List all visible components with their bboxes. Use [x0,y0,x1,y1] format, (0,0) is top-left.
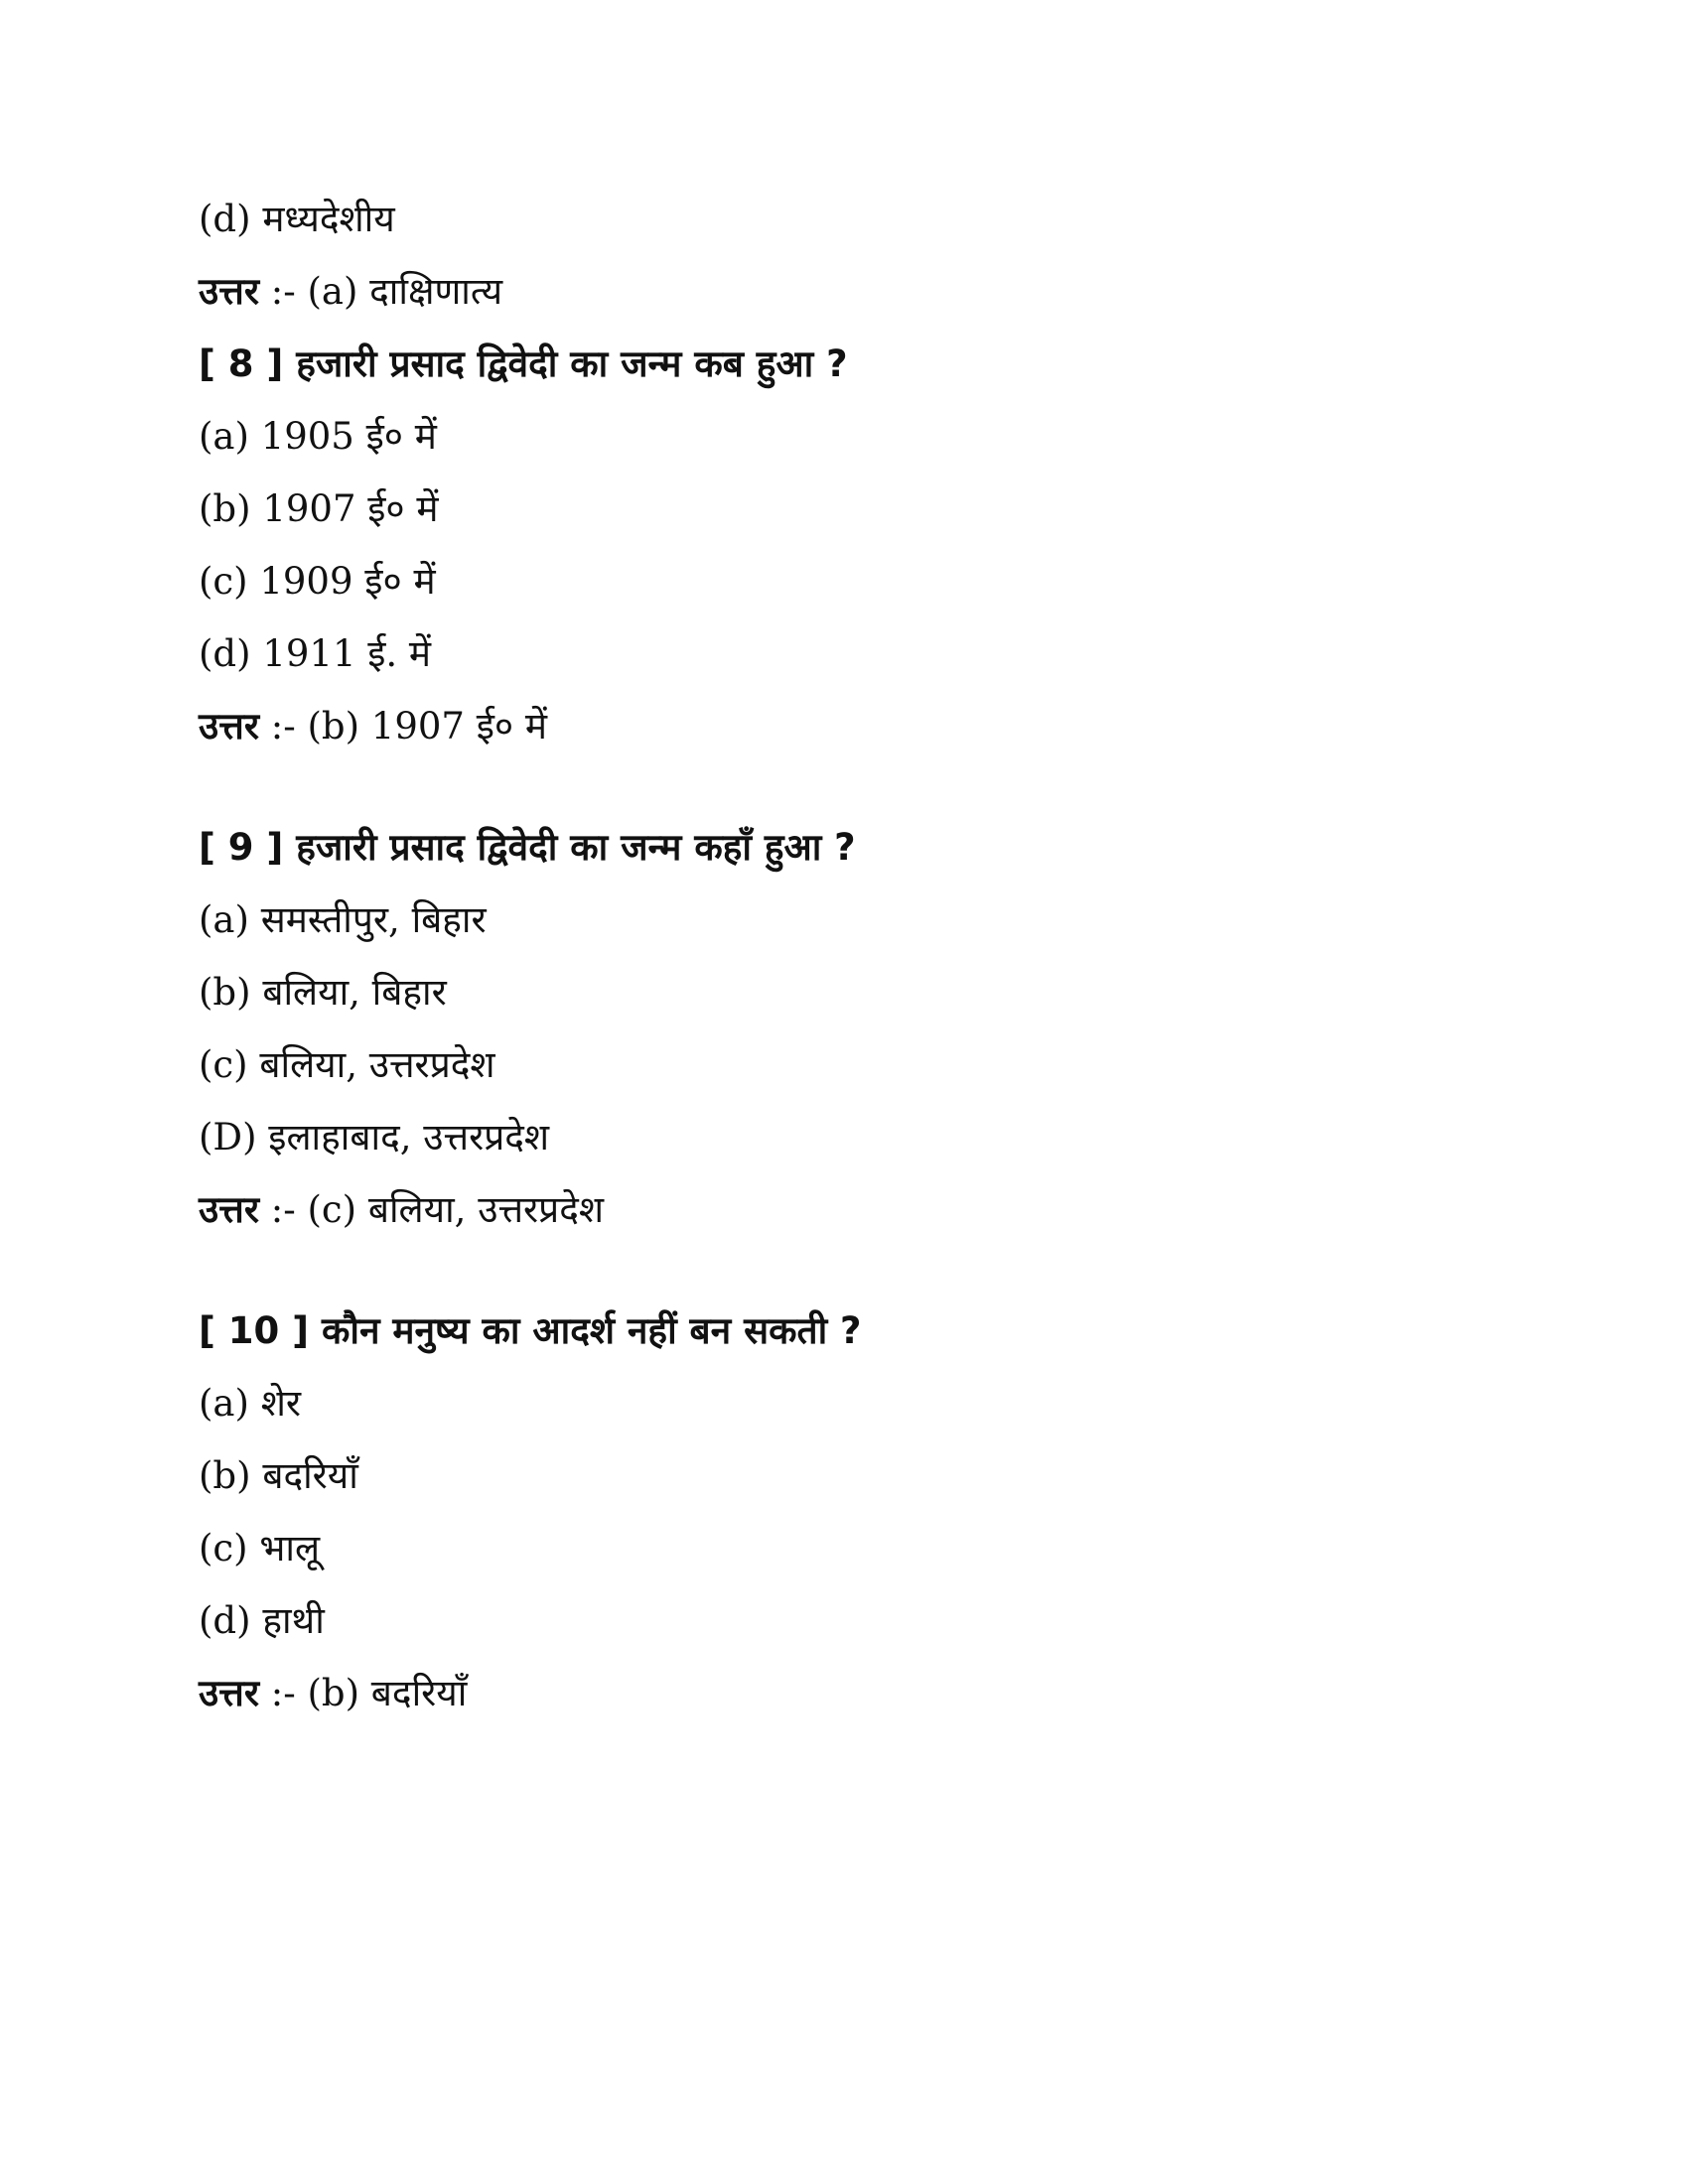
answer-label: उत्तर [199,1672,259,1714]
answer-text: :- (a) दाक्षिणात्य [258,270,503,313]
q10-option-d: (d) हाथी [199,1599,325,1642]
spacer [199,774,1489,823]
answer-text: :- (c) बलिया, उत्तरप्रदेश [258,1188,605,1231]
answer-label: उत्तर [199,270,259,313]
q10-answer [199,1669,1489,1717]
answer-label: उत्तर [199,705,259,748]
q10-question: [ 10 ] कौन मनुष्य का आदर्श नहीं बन सकती ? [199,1309,862,1352]
q7-answer [199,267,1489,316]
q8-option-c: (c) 1909 ई० में [199,560,436,603]
q9-option-d: (D) इलाहाबाद, उत्तरप्रदेश [199,1116,550,1159]
q9-option-b: (b) बलिया, बिहार [199,971,447,1014]
q9-question: [ 9 ] हजारी प्रसाद द्विवेदी का जन्म कहाँ हुआ ? [199,826,856,869]
q8-answer [199,702,1489,751]
q9-option-a: (a) समस्तीपुर, बिहार [199,898,487,941]
spacer [199,1258,1489,1306]
q7-option-d: (d) मध्यदेशीय [199,198,395,240]
q8-option-d: (d) 1911 ई. में [199,632,432,675]
q9-option-c: (c) बलिया, उत्तरप्रदेश [199,1043,495,1086]
answer-label: उत्तर [199,1188,259,1231]
q10-option-c: (c) भालू [199,1527,321,1570]
answer-text: :- (b) 1907 ई० में [258,705,548,748]
q8-question: [ 8 ] हजारी प्रसाद द्विवेदी का जन्म कब हुआ ? [199,342,848,385]
q10-option-b: (b) बदरियाँ [199,1454,358,1497]
document-page [199,195,1489,1741]
q8-option-b: (b) 1907 ई० में [199,487,439,530]
answer-text: :- (b) बदरियाँ [258,1672,468,1714]
q10-option-a: (a) शेर [199,1382,301,1425]
q9-answer [199,1185,1489,1234]
q8-option-a: (a) 1905 ई० में [199,415,437,458]
